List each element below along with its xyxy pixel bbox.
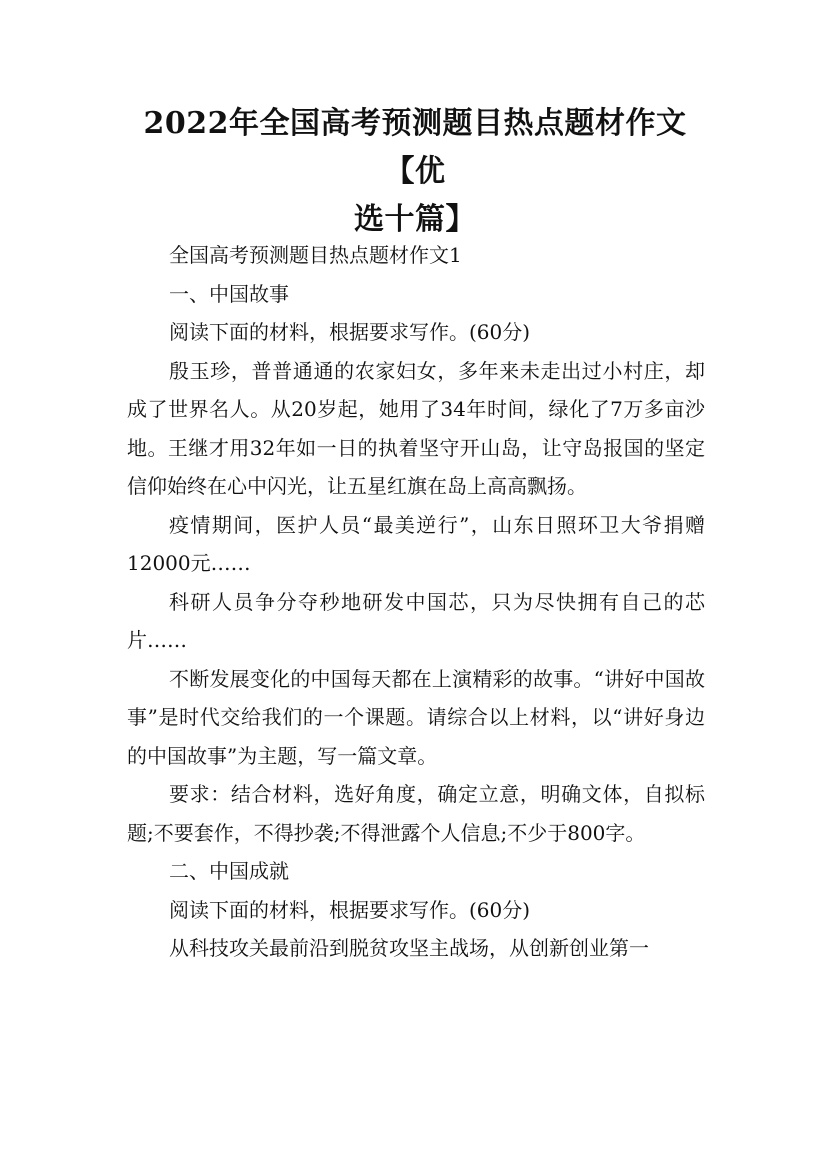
requirements-paragraph: 要求：结合材料，选好角度，确定立意，明确文体，自拟标题;不要套作，不得抄袭;不得泄露个人信息;不少于800字。 (127, 782, 705, 845)
instruction-paragraph: 阅读下面的材料，根据要求写作。(60分) (169, 320, 531, 344)
body-paragraph: 殷玉珍，普普通通的农家妇女，多年来未走出过小村庄，却成了世界名人。从20岁起，她用了34年时间，绿化了7万多亩沙地。王继才用32年如一日的执着坚守开山岛，让守岛报国的坚定信仰始终在心中闪光，让五星红旗在岛上高高飘扬。 (127, 358, 705, 498)
title-line-2: 选十篇】 (354, 202, 476, 237)
body-paragraph: 疫情期间，医护人员“最美逆行”，山东日照环卫大爷捐赠12000元…… (127, 512, 705, 575)
body-paragraph: 从科技攻关最前沿到脱贫攻坚主战场，从创新创业第一 (169, 936, 649, 960)
document-title (120, 100, 710, 244)
section-heading: 全国高考预测题目热点题材作文1 (169, 243, 462, 267)
subsection-heading: 二、中国成就 (169, 859, 289, 883)
title-line-1: 2022年全国高考预测题目热点题材作文【优 (143, 106, 687, 189)
document-body (127, 236, 705, 968)
body-paragraph: 科研人员争分夺秒地研发中国芯，只为尽快拥有自己的芯片…… (127, 589, 705, 652)
instruction-paragraph: 阅读下面的材料，根据要求写作。(60分) (169, 897, 531, 922)
body-paragraph: 不断发展变化的中国每天都在上演精彩的故事。“讲好中国故事”是时代交给我们的一个课题。请综合以上材料，以“讲好身边的中国故事”为主题，写一篇文章。 (127, 666, 705, 768)
subsection-heading: 一、中国故事 (169, 281, 289, 306)
